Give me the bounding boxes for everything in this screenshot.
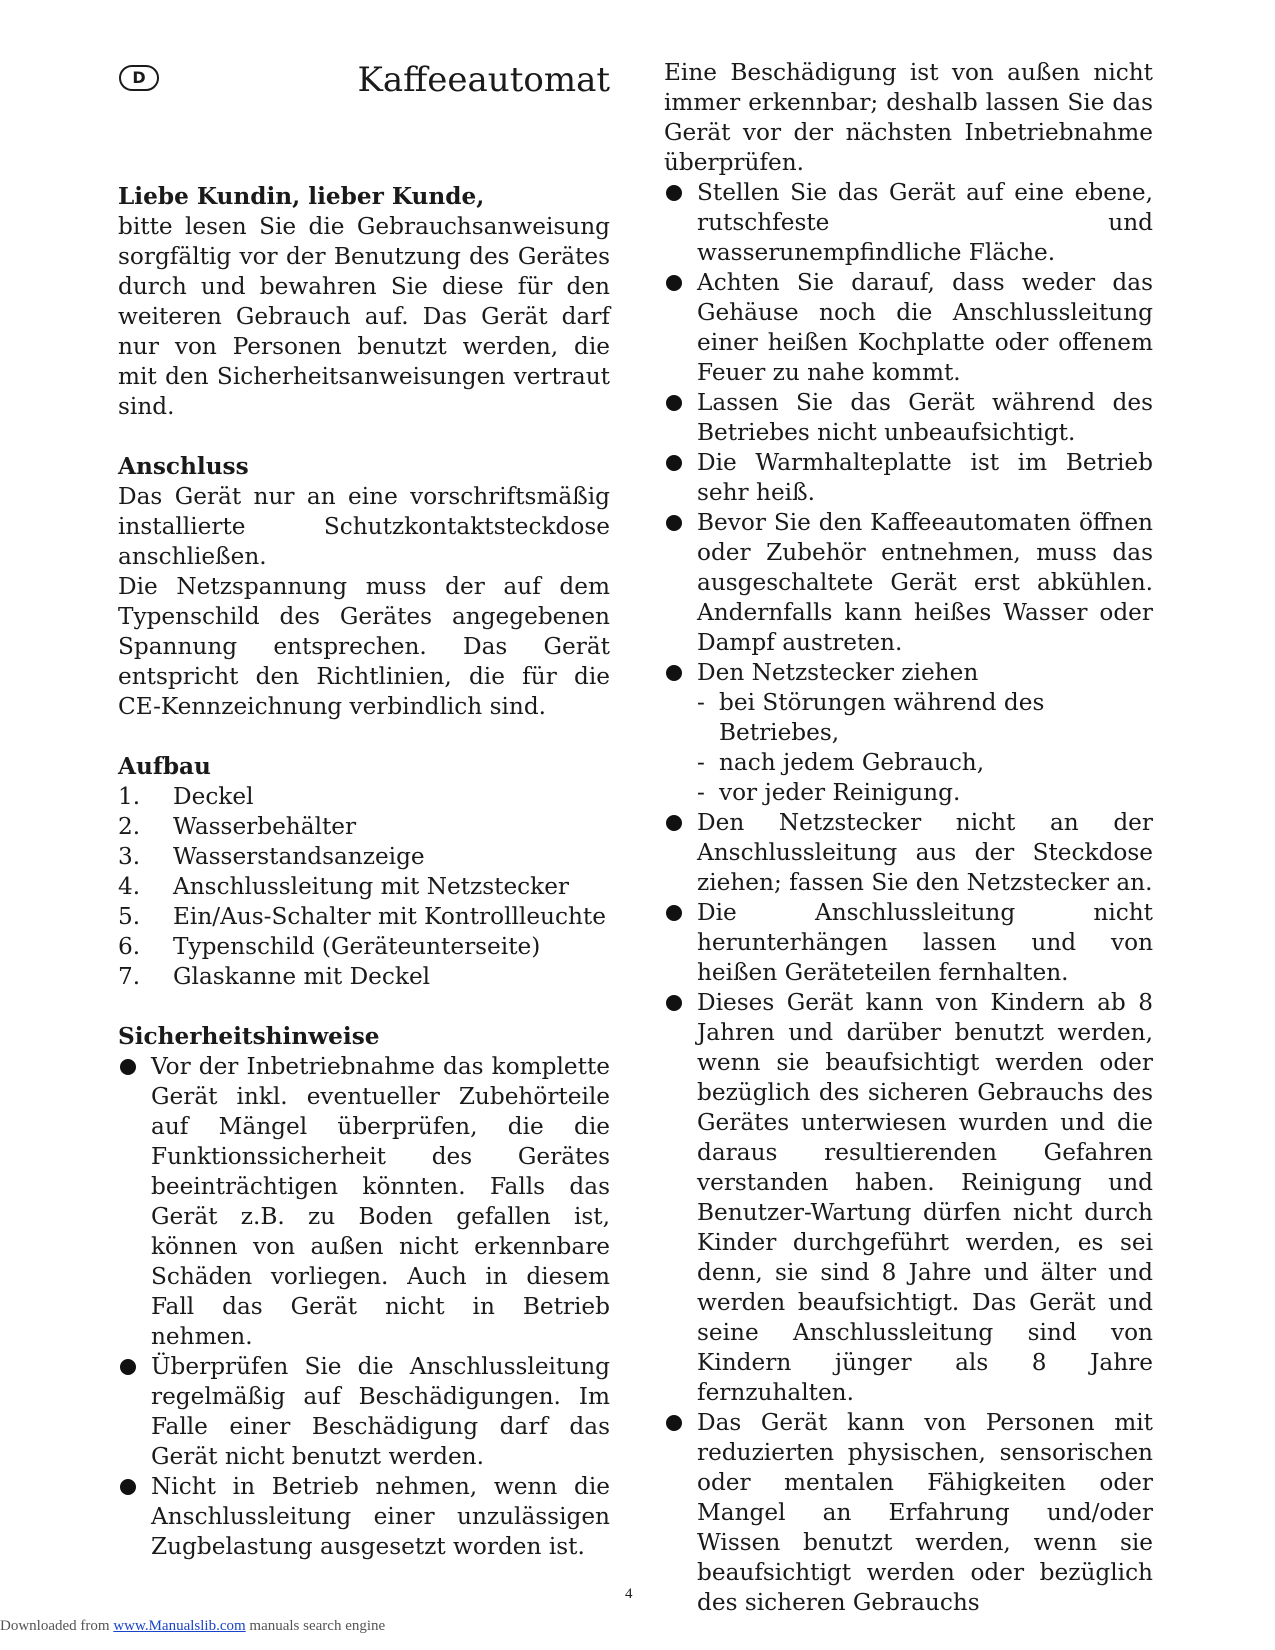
bullet-icon: [666, 515, 682, 531]
bullet-icon: [666, 185, 682, 201]
manualslib-link[interactable]: www.Manualslib.com: [113, 1618, 246, 1634]
list-item: Das Gerät kann von Personen mit reduzierten physischen, sensorischen oder mentalen Fähigkeiten oder Mangel an Erfahrung und/oder Wissen benutzt werden, wenn sie beaufsichtigt werden oder bezüglich des sicheren Gebrauchs: [664, 1408, 1153, 1618]
list-item: Den Netzstecker ziehen - bei Störungen während des Betriebes, - nach jedem Gebrauch, - vor jeder Reinigung.: [664, 658, 1153, 808]
list-item: 7. Glaskanne mit Deckel: [118, 963, 431, 990]
bullet-icon: [120, 1479, 136, 1495]
dash-list: [697, 688, 1153, 808]
right-column: [664, 58, 1153, 1618]
list-item: 6. Typenschild (Geräteunterseite): [118, 933, 541, 960]
list-item: Nicht in Betrieb nehmen, wenn die Anschlussleitung einer unzulässigen Zugbelastung ausgesetzt worden ist.: [118, 1472, 610, 1562]
dash-item: - bei Störungen während des Betriebes,: [697, 689, 1045, 746]
bullet-icon: [666, 455, 682, 471]
list-item: 2. Wasserbehälter: [118, 813, 357, 840]
parts-list: [118, 782, 610, 992]
list-item: Den Netzstecker nicht an der Anschlussleitung aus der Steckdose ziehen; fassen Sie den Netzstecker an.: [664, 808, 1153, 898]
list-item: Stellen Sie das Gerät auf eine ebene, rutschfeste und wasserunempfindliche Fläche.: [664, 178, 1153, 268]
bullet-icon: [666, 815, 682, 831]
safety-list: [118, 1052, 610, 1562]
footer-suffix: manuals search engine: [249, 1618, 386, 1634]
page-number: 4: [625, 1586, 633, 1602]
intro-text: bitte lesen Sie die Gebrauchsanweisung sorgfältig vor der Benutzung des Gerätes durch und bewahren Sie diese für den weiteren Gebrauch auf. Das Gerät darf nur von Personen benutzt werden, die mit den Sicherheitsanweisungen vertraut sind.: [118, 213, 610, 420]
aufbau-heading: Aufbau: [118, 753, 211, 780]
sicherheit-heading: Sicherheitshinweise: [118, 1023, 380, 1050]
anschluss-paragraph: Die Netzspannung muss der auf dem Typenschild des Gerätes angegebenen Spannung entsprechen. Das Gerät entspricht den Richtlinien, die für die CE-Kennzeichnung verbindlich sind.: [118, 573, 610, 720]
bullet-icon: [666, 275, 682, 291]
bullet-icon: [666, 665, 682, 681]
title-row: [118, 58, 610, 102]
list-item: Die Warmhalteplatte ist im Betrieb sehr heiß.: [664, 448, 1153, 508]
list-item: 5. Ein/Aus-Schalter mit Kontrollleuchte: [118, 903, 606, 930]
intro-heading: Liebe Kundin, lieber Kunde,: [118, 183, 485, 210]
download-footer: [0, 1618, 385, 1635]
footer-prefix: Downloaded from: [0, 1618, 110, 1634]
bullet-icon: [666, 905, 682, 921]
list-item: Überprüfen Sie die Anschlussleitung regelmäßig auf Beschädigungen. Im Falle einer Beschädigung darf das Gerät nicht benutzt werden.: [118, 1352, 610, 1472]
list-item: Die Anschlussleitung nicht herunterhängen lassen und von heißen Geräteteilen fernhalten.: [664, 898, 1153, 988]
list-item: Bevor Sie den Kaffeeautomaten öffnen oder Zubehör entnehmen, muss das ausgeschaltete Gerät erst abkühlen. Andernfalls kann heißes Wasser oder Dampf austreten.: [664, 508, 1153, 658]
list-item: 3. Wasserstandsanzeige: [118, 843, 425, 870]
list-item: 4. Anschlussleitung mit Netzstecker: [118, 873, 570, 900]
anschluss-paragraph: Das Gerät nur an eine vorschriftsmäßig installierte Schutzkontaktsteckdose anschließen.: [118, 483, 610, 570]
list-item: 1. Deckel: [118, 783, 254, 810]
left-column: [118, 58, 610, 1562]
bullet-icon: [120, 1359, 136, 1375]
list-item: Dieses Gerät kann von Kindern ab 8 Jahren und darüber benutzt werden, wenn sie beaufsichtigt werden oder bezüglich des sicheren Gebrauchs des Gerätes unterwiesen wurden und die daraus resultierenden Gefahren verstanden haben. Reinigung und Benutzer-Wartung dürfen nicht durch Kinder durchgeführt werden, es sei denn, sie sind 8 Jahre und älter und werden beaufsichtigt. Das Gerät und seine Anschlussleitung sind von Kindern jünger als 8 Jahre fernzuhalten.: [664, 988, 1153, 1408]
page-title: Kaffeeautomat: [357, 60, 610, 100]
list-item: Achten Sie darauf, dass weder das Gehäuse noch die Anschlussleitung einer heißen Kochplatte oder offenem Feuer zu nahe kommt.: [664, 268, 1153, 388]
dash-item: - vor jeder Reinigung.: [697, 779, 961, 806]
bullet-icon: [666, 1415, 682, 1431]
bullet-icon: [666, 395, 682, 411]
list-item: Lassen Sie das Gerät während des Betriebes nicht unbeaufsichtigt.: [664, 388, 1153, 448]
anschluss-heading: Anschluss: [118, 453, 249, 480]
dash-item: - nach jedem Gebrauch,: [697, 749, 985, 776]
language-badge: D: [119, 65, 159, 91]
bullet-icon: [666, 995, 682, 1011]
safety-list-continued: [664, 178, 1153, 1618]
bullet-icon: [120, 1059, 136, 1075]
continued-paragraph: Eine Beschädigung ist von außen nicht immer erkennbar; deshalb lassen Sie das Gerät vor der nächsten Inbetriebnahme überprüfen.: [664, 59, 1153, 176]
list-item: Vor der Inbetriebnahme das komplette Gerät inkl. eventueller Zubehörteile auf Mängel überprüfen, die die Funktionssicherheit des Gerätes beeinträchtigen könnten. Falls das Gerät z.B. zu Boden gefallen ist, können von außen nicht erkennbare Schäden vorliegen. Auch in diesem Fall das Gerät nicht in Betrieb nehmen.: [118, 1052, 610, 1352]
